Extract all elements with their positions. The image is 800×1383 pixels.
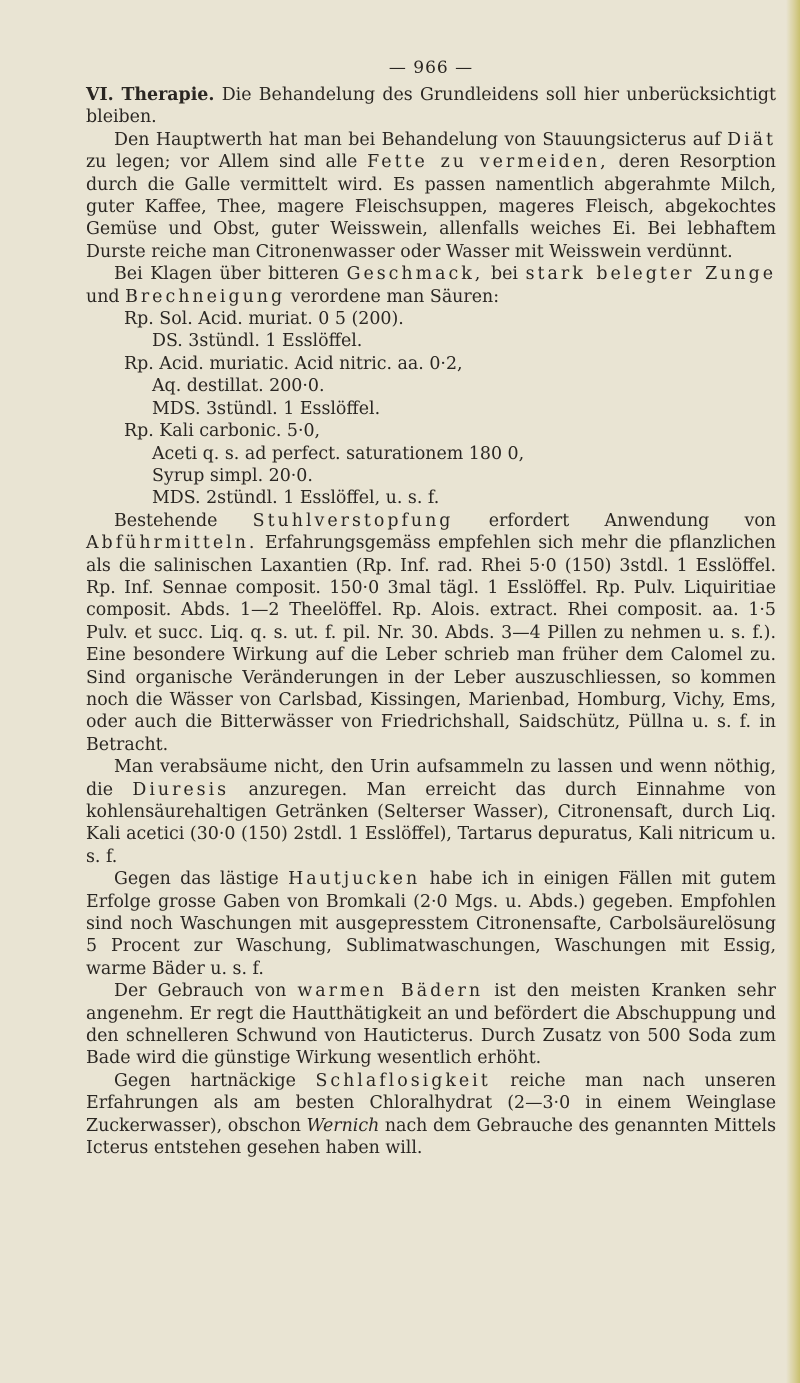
p3-emph-brech: Brechneigung xyxy=(125,286,286,307)
rx1-line: DS. 3stündl. 1 Esslöffel. xyxy=(152,331,363,352)
rx3-line: Rp. Kali carbonic. 5·0, xyxy=(124,421,321,442)
p2-text-a: Den Hauptwerth hat man bei Behandelung von Stauungsicterus auf xyxy=(114,129,721,150)
p4-text-b: erfordert Anwendung von xyxy=(488,510,777,531)
p8-author-name: Wernich xyxy=(306,1115,380,1136)
rx2-line: MDS. 3stündl. 1 Esslöffel. xyxy=(152,398,381,419)
p6-emph-haut: Hautjucken xyxy=(288,869,421,890)
rx2-line: Aq. destillat. 200·0. xyxy=(152,376,325,397)
paragraph-baeder xyxy=(86,980,776,1070)
p4-text-a: Bestehende xyxy=(114,510,218,531)
p1-text: Die Behandelung des Grundleidens soll hier unberücksichtigt bleiben. xyxy=(86,85,777,128)
p5-text-b: anzuregen. Man erreicht das durch Einnahme von kohlensäurehaltigen Getränken (Selterser Wasser), Citronensaft, durch Liq. Kali acetici (30·0 (150) 2stdl. 1 Esslöffel), Tartarus depuratus, Kali nitricum u. s. f. xyxy=(86,779,776,867)
paragraph-stuhl xyxy=(86,510,776,756)
p3-text-b: bei xyxy=(490,264,518,285)
p5-emph-diuresis: Diuresis xyxy=(132,779,230,800)
p3-emph-belegter: stark belegter Zunge xyxy=(525,264,776,285)
p3-text-c: und xyxy=(86,286,120,307)
page-edge xyxy=(786,0,800,1383)
p7-emph-warm: warmen Bädern xyxy=(297,981,484,1002)
p2-emph-diaet: Diät xyxy=(727,129,776,150)
paragraph-hautjucken xyxy=(86,868,776,980)
p3-emph-geschmack: Geschmack, xyxy=(346,264,484,285)
paragraph-diuresis xyxy=(86,756,776,868)
p8-text-a: Gegen hartnäckige xyxy=(114,1070,296,1091)
paragraph-diaet xyxy=(86,129,776,263)
p2-text-c: deren Resorption durch die Galle vermittelt wird. Es passen namentlich abgerahmte Milch, guter Kaffee, Thee, magere Fleischsuppen, mageres Fleisch, abgekochtes Gemüse und Obst, guter Weisswein, allenfalls weiches Ei. Bei lebhaftem Durste reiche man Citronenwasser oder Wasser mit Weisswein verdünnt. xyxy=(86,152,776,262)
p8-text-b: reiche man nach unseren Erfahrungen als am besten Chloralhydrat (2—3·0 in einem Weinglase Zuckerwasser), obschon xyxy=(86,1070,776,1136)
p3-text-a: Bei Klagen über bitteren xyxy=(114,264,339,285)
p3-text-d: verordene man Säuren: xyxy=(290,286,500,307)
page-number: — 966 — xyxy=(388,58,474,78)
p5-text-a: Man verabsäume nicht, den Urin aufsammeln zu lassen und wenn nöthig, die xyxy=(86,757,776,800)
p7-text-a: Der Gebrauch von xyxy=(114,981,287,1002)
rx3-line: MDS. 2stündl. 1 Esslöffel, u. s. f. xyxy=(152,488,440,509)
p4-emph-abf: Abführmitteln. xyxy=(86,533,258,554)
p7-text-b: ist den meisten Kranken sehr angenehm. Er regt die Hautthätigkeit an und befördert die Abschuppung und den schnelleren Schwund von Hauticterus. Durch Zusatz von 500 Soda zum Bade wird die günstige Wirkung wesentlich erhöht. xyxy=(86,981,776,1069)
paragraph-schlaf xyxy=(86,1070,776,1160)
rx3-line: Aceti q. s. ad perfect. saturationem 180 0, xyxy=(152,443,525,464)
prescription-3 xyxy=(86,420,776,510)
page-text xyxy=(86,58,776,1160)
p2-text-b: zu legen; vor Allem sind alle xyxy=(86,152,358,173)
prescription-1 xyxy=(86,308,776,353)
p2-emph-fette: Fette zu vermeiden, xyxy=(367,152,609,173)
p6-text-a: Gegen das lästige xyxy=(114,869,279,890)
p4-emph-stuhl: Stuhlverstopfung xyxy=(252,510,454,531)
rx2-line: Rp. Acid. muriatic. Acid nitric. aa. 0·2, xyxy=(124,353,463,374)
prescription-2 xyxy=(86,353,776,420)
rx1-line: Rp. Sol. Acid. muriat. 0 5 (200). xyxy=(124,309,404,330)
rx3-line: Syrup simpl. 20·0. xyxy=(152,465,313,486)
section-heading: VI. Therapie. xyxy=(86,85,215,105)
paragraph-geschmack xyxy=(86,263,776,308)
p8-text-c: nach dem Gebrauche des genannten Mittels Icterus entstehen gesehen haben will. xyxy=(86,1115,777,1159)
p6-text-b: habe ich in einigen Fällen mit gutem Erfolge grosse Gaben von Bromkali (2·0 Mgs. u. Abds.) gegeben. Empfohlen sind noch Waschungen mit ausgepresstem Citronensafte, Carbolsäurelösung 5 Procent zur Waschung, Sublimatwaschungen, Waschungen mit Essig, warme Bäder u. s. f. xyxy=(86,869,777,979)
paragraph-therapie xyxy=(86,84,776,129)
p8-emph-schlaf: Schlaflosigkeit xyxy=(315,1070,491,1091)
p4-text-c: Erfahrungsgemäss empfehlen sich mehr die pflanzlichen als die salinischen Laxantien (Rp. Inf. rad. Rhei 5·0 (150) 3stdl. 1 Esslöffel. Rp. Inf. Sennae composit. 150·0 3mal tägl. 1 Esslöffel. Rp. Pulv. Liquiritiae composit. Abds. 1—2 Theelöffel. Rp. Alois. extract. Rhei composit. aa. 1·5 Pulv. et succ. Liq. q. s. ut. f. pil. Nr. 30. Abds. 3—4 Pillen zu nehmen u. s. f.). Eine besondere Wirkung auf die Leber schrieb man früher dem Calomel zu. Sind organische Veränderungen in der Leber auszuschliessen, so kommen noch die Wässer von Carlsbad, Kissingen, Marienbad, Homburg, Vichy, Ems, oder auch die Bitterwässer von Friedrichshall, Saidschütz, Püllna u. s. f. in Betracht. xyxy=(86,533,777,755)
